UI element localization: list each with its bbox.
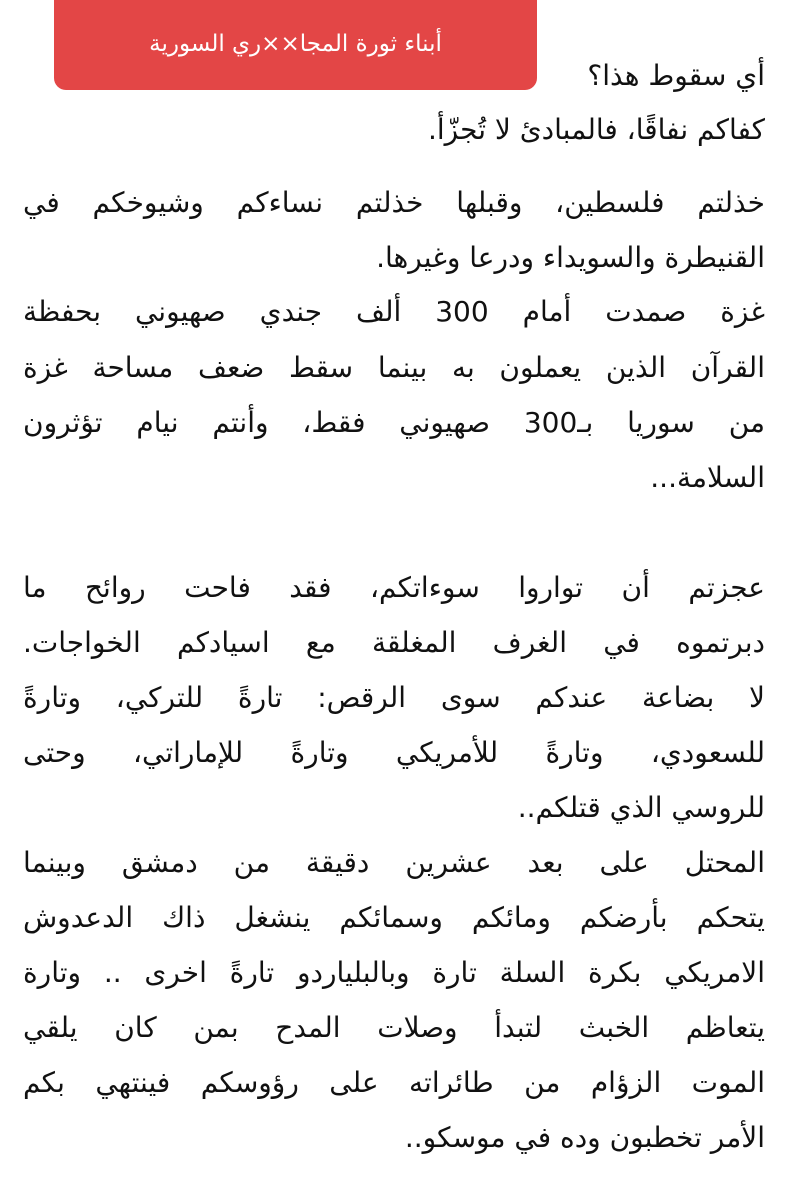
- post-line: القنيطرة والسويداء ودرعا وغيرها.: [376, 241, 765, 274]
- post-line: غزة صمدت أمام 300 ألف جندي صهيوني بحفظة: [23, 295, 765, 328]
- post-line: من سوريا بـ300 صهيوني فقط، وأنتم نيام تؤثرون: [23, 406, 766, 439]
- post-line: أي سقوط هذا؟: [587, 59, 765, 92]
- post-line: يتحكم بأرضكم ومائكم وسمائكم ينشغل ذاك الدعدوش: [23, 901, 765, 934]
- post-line: الموت الزؤام من طائراته على رؤوسكم فينتهي بكم: [23, 1066, 765, 1099]
- post-line: المحتل على بعد عشرين دقيقة من دمشق وبينما: [23, 846, 765, 879]
- post-line: عجزتم أن تواروا سوءاتكم، فقد فاحت روائح ما: [23, 571, 765, 604]
- post-line: الامريكي بكرة السلة تارة وبالبلياردو تارةً اخرى .. وتارة: [23, 956, 765, 989]
- post-line: دبرتموه في الغرف المغلقة مع اسيادكم الخواجات.: [23, 626, 765, 659]
- page-title: أبناء ثورة المجا××ري السورية: [149, 31, 442, 57]
- post-line: يتعاظم الخبث لتبدأ وصلات المدح بمن كان يلقي: [23, 1011, 765, 1044]
- post-line: لا بضاعة عندكم سوى الرقص: تارةً للتركي، وتارةً: [23, 681, 765, 714]
- post-line: للسعودي، وتارةً للأمريكي وتارةً للإماراتي، وحتى: [23, 736, 765, 769]
- post-line: كفاكم نفاقًا، فالمبادئ لا تُجزّأ.: [428, 113, 765, 146]
- post-line: القرآن الذين يعملون به بينما سقط ضعف مساحة غزة: [23, 351, 765, 384]
- post-line: الأمر تخطبون وده في موسكو..: [404, 1121, 765, 1154]
- post-line: خذلتم فلسطين، وقبلها خذلتم نساءكم وشيوخكم في: [23, 186, 765, 219]
- post-line: السلامة...: [650, 461, 765, 494]
- post-line: للروسي الذي قتلكم..: [517, 791, 765, 824]
